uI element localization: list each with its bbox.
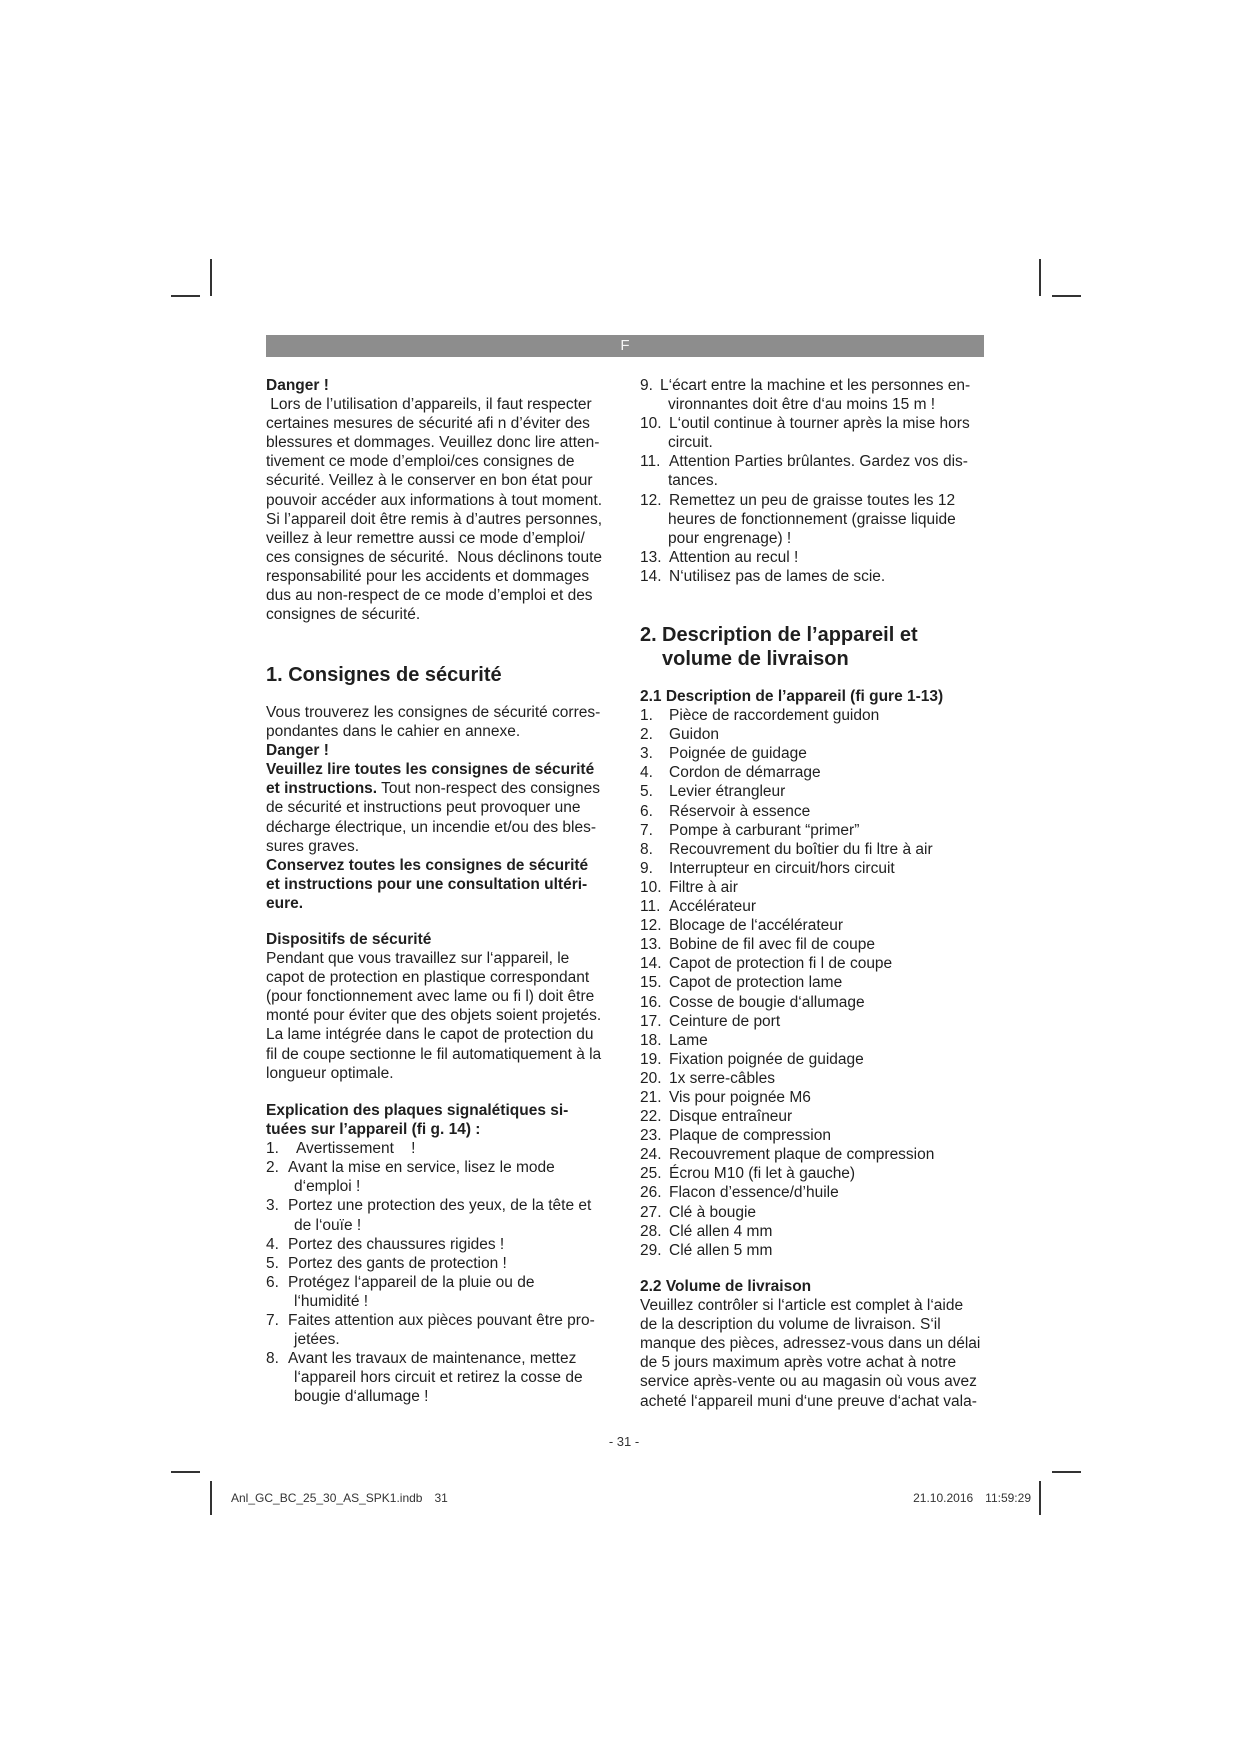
part-label: Blocage de l‘accélérateur [669,917,844,935]
part-item [640,954,990,973]
list-item [266,1349,616,1406]
part-number: 20. [640,1069,662,1087]
paragraph-line: certaines mesures de sécurité afi n d’éviter des [266,415,590,433]
paragraph-line: service après-vente ou au magasin où vous avez [640,1373,977,1391]
part-label: Clé allen 4 mm [669,1222,773,1240]
crop-mark-top-left-vertical [210,259,212,296]
part-number: 24. [640,1146,662,1164]
part-item [640,1164,990,1183]
part-label: Poignée de guidage [669,745,807,763]
paragraph-line: acheté l‘appareil muni d‘une preuve d‘achat vala- [640,1392,977,1410]
part-item [640,1069,990,1088]
safety-devices-block [266,930,616,1083]
crop-mark-top-right-horizontal [1052,295,1081,297]
part-number: 16. [640,993,662,1011]
item-text: l‘appareil hors circuit et retirez la cosse de [294,1369,583,1387]
part-label: Lame [669,1031,708,1049]
delivery-title: 2.2 Volume de livraison [640,1278,812,1295]
file-name: Anl_GC_BC_25_30_AS_SPK1.indb [231,1491,423,1505]
part-item [640,1050,990,1069]
part-number: 4. [640,764,653,782]
part-item [640,973,990,992]
list-item [266,1273,616,1311]
part-item [640,859,990,878]
part-label: Cosse de bougie d‘allumage [669,993,865,1011]
part-item [640,840,990,859]
item-number: 6. [266,1273,279,1291]
part-item [640,1203,990,1222]
item-text: pour engrenage) ! [668,529,792,547]
section-2-heading-line: Description de l’appareil et [662,624,918,646]
part-label: 1x serre-câbles [669,1069,775,1087]
keep-instructions-line: et instructions pour une consultation ultéri- [266,875,588,893]
part-item [640,725,990,744]
paragraph-line: Lors de l’utilisation d’appareils, il faut respecter [266,396,592,414]
item-number: 12. [640,491,662,509]
paragraph-line: sécurité. Veillez à le conserver en bon état pour [266,472,593,490]
part-item [640,782,990,801]
paragraph-line: monté pour éviter que des objets soient projetés. [266,1007,602,1025]
section-2-number: 2. [640,624,657,646]
item-number: 11. [640,453,661,471]
part-item [640,763,990,782]
list-item [266,1139,616,1158]
paragraph-line: décharge électrique, un incendie et/ou des bles- [266,818,597,836]
danger-title: Danger ! [266,742,329,760]
part-number: 9. [640,859,653,877]
paragraph-line: sures graves. [266,837,360,855]
print-timestamp [913,1491,1031,1505]
paragraph-line: Veuillez contrôler si l‘article est complet à l‘aide [640,1297,964,1315]
part-label: Capot de protection fi l de coupe [669,955,893,973]
item-text: Avant les travaux de maintenance, mettez [288,1350,577,1368]
item-number: 14. [640,567,662,585]
item-text: d‘emploi ! [294,1178,361,1196]
list-item [266,1235,616,1254]
part-item [640,897,990,916]
paragraph-line: Pendant que vous travaillez sur l‘appareil, le [266,950,570,968]
list-item [266,1254,616,1273]
paragraph-line: La lame intégrée dans le capot de protection du [266,1026,594,1044]
item-text: L‘outil continue à tourner après la mise hors [669,415,970,433]
item-number: 13. [640,548,662,566]
part-label: Flacon d’essence/d’huile [669,1184,839,1202]
part-number: 11. [640,898,661,916]
part-label: Capot de protection lame [669,974,843,992]
item-number: 7. [266,1312,279,1330]
part-label: Clé à bougie [669,1203,757,1221]
rating-plate-list-continued [640,376,990,586]
part-number: 29. [640,1241,662,1259]
item-text: Faites attention aux pièces pouvant être pro- [288,1312,595,1330]
list-item [266,1158,616,1196]
part-number: 17. [640,1012,662,1030]
rating-plate-title: tuées sur l’appareil (fi g. 14) : [266,1121,481,1139]
device-description-block [640,687,990,1260]
item-number: 8. [266,1350,279,1368]
warning-bold-text: et instructions. [266,780,378,798]
item-text: Avertissement ! [296,1140,416,1158]
item-text: Avant la mise en service, lisez le mode [288,1159,555,1177]
item-text: l‘humidité ! [294,1292,369,1310]
section-1-heading: 1. Consignes de sécurité [266,664,502,686]
item-text: N‘utilisez pas de lames de scie. [669,567,886,585]
part-label: Guidon [669,726,719,744]
paragraph-line: tivement ce mode d’emploi/ces consignes de [266,453,575,471]
item-text: tances. [668,472,718,490]
item-number: 3. [266,1197,279,1215]
crop-mark-top-right-vertical [1039,259,1041,296]
part-number: 10. [640,878,662,896]
part-label: Levier étrangleur [669,783,786,801]
part-item [640,878,990,897]
part-number: 3. [640,745,653,763]
list-item [266,1196,616,1234]
part-item [640,1126,990,1145]
part-item [640,1088,990,1107]
part-number: 5. [640,783,653,801]
crop-mark-bottom-left-horizontal [171,1471,200,1473]
part-item [640,1222,990,1241]
part-number: 28. [640,1222,662,1240]
part-number: 8. [640,840,653,858]
part-item [640,916,990,935]
paragraph-line: consignes de sécurité. [266,606,421,624]
part-number: 1. [640,707,653,725]
part-label: Vis pour poignée M6 [669,1088,811,1106]
section-2-heading-line: volume de livraison [662,648,849,670]
part-number: 21. [640,1088,662,1106]
part-number: 26. [640,1184,662,1202]
item-text: heures de fonctionnement (graisse liquide [668,510,956,528]
paragraph-line: de la description du volume de livraison. S‘il [640,1316,941,1334]
item-number: 10. [640,415,662,433]
item-number: 1. [266,1140,279,1158]
part-number: 7. [640,821,653,839]
part-number: 15. [640,974,662,992]
item-text: jetées. [294,1331,340,1349]
part-number: 12. [640,917,662,935]
part-label: Pompe à carburant “primer” [669,821,860,839]
paragraph-line: Si l’appareil doit être remis à d’autres personnes, [266,510,603,528]
part-item [640,935,990,954]
device-description-title: 2.1 Description de l’appareil (fi gure 1-13) [640,688,944,705]
part-item [640,1241,990,1260]
language-code: F [620,337,630,354]
part-number: 14. [640,955,662,973]
rating-plate-title: Explication des plaques signalétiques si- [266,1102,569,1119]
part-number: 27. [640,1203,662,1221]
part-label: Recouvrement plaque de compression [669,1146,935,1164]
list-item [640,376,990,414]
print-time: 11:59:29 [985,1491,1031,1505]
crop-mark-bottom-right-horizontal [1052,1471,1081,1473]
warning-regular-text: Tout non-respect des consignes [377,780,600,798]
item-text: vironnantes doit être d‘au moins 15 m ! [668,396,936,414]
list-item [640,452,990,490]
part-item [640,1145,990,1164]
part-label: Disque entraîneur [669,1108,793,1126]
language-header-bar [266,335,984,357]
item-text: circuit. [668,434,713,452]
list-item [640,414,990,452]
part-item [640,706,990,725]
item-text: Portez des gants de protection ! [288,1254,507,1272]
item-text: Portez une protection des yeux, de la tête et [288,1197,592,1215]
part-label: Pièce de raccordement guidon [669,707,880,725]
paragraph-line: pondantes dans le cahier en annexe. [266,723,521,741]
part-label: Accélérateur [669,898,757,916]
section-2-heading [640,623,990,671]
item-text: de l‘ouïe ! [294,1216,362,1234]
safety-devices-title: Dispositifs de sécurité [266,931,432,948]
part-number: 13. [640,936,662,954]
paragraph-line: dus au non-respect de ce mode d’emploi et des [266,587,593,605]
item-text: Attention au recul ! [669,548,799,566]
part-number: 23. [640,1127,662,1145]
paragraph-line: Vous trouverez les consignes de sécurité corres- [266,704,601,721]
part-item [640,1107,990,1126]
delivery-block [640,1277,990,1411]
part-item [640,802,990,821]
paragraph-line: de sécurité et instructions peut provoquer une [266,799,581,817]
part-label: Écrou M10 (fi let à gauche) [669,1165,856,1183]
rating-plate-block [266,1101,616,1407]
part-label: Plaque de compression [669,1127,831,1145]
part-item [640,993,990,1012]
part-item [640,1012,990,1031]
print-file-info [231,1491,448,1505]
list-item [640,491,990,548]
part-item [640,1183,990,1202]
item-number: 2. [266,1159,279,1177]
item-text: Attention Parties brûlantes. Gardez vos dis- [669,453,968,471]
paragraph-line: blessures et dommages. Veuillez donc lire atten- [266,434,600,452]
paragraph-line: de 5 jours maximum après votre achat à notre [640,1354,957,1372]
section-1-body [266,703,616,913]
warning-bold-line: Veuillez lire toutes les consignes de sécurité [266,761,595,779]
part-number: 25. [640,1165,662,1183]
part-number: 22. [640,1108,662,1126]
paragraph-line: manque des pièces, adressez-vous dans un délai [640,1335,981,1353]
print-date: 21.10.2016 [913,1491,974,1505]
list-item [640,548,990,567]
part-number: 2. [640,726,653,744]
item-text: bougie d‘allumage ! [294,1388,429,1406]
part-number: 18. [640,1031,662,1049]
item-number: 9. [640,377,653,394]
paragraph-line: veillez à leur remettre aussi ce mode d’emploi/ [266,529,585,547]
file-page-number: 31 [434,1491,448,1505]
list-item [266,1311,616,1349]
paragraph-line: pouvoir accéder aux informations à tout moment. [266,491,603,509]
part-item [640,744,990,763]
intro-danger-block [266,376,616,624]
part-number: 19. [640,1050,662,1068]
part-label: Ceinture de port [669,1012,781,1030]
item-text: L‘écart entre la machine et les personnes en- [660,377,971,394]
warning-mixed-line [266,779,616,798]
paragraph-line: responsabilité pour les accidents et dommages [266,567,590,585]
item-text: Portez des chaussures rigides ! [288,1235,505,1253]
part-item [640,1031,990,1050]
part-label: Fixation poignée de guidage [669,1050,864,1068]
paragraph-line: longueur optimale. [266,1064,394,1082]
paragraph-line: fil de coupe sectionne le fil automatiquement à la [266,1045,602,1063]
part-label: Filtre à air [669,878,738,896]
crop-mark-bottom-right-vertical [1039,1481,1041,1515]
item-text: Remettez un peu de graisse toutes les 12 [669,491,956,509]
keep-instructions-line: eure. [266,894,304,912]
list-item [640,567,990,586]
part-label: Cordon de démarrage [669,764,821,782]
page-number: - 31 - [608,1434,640,1449]
danger-title: Danger ! [266,377,329,394]
crop-mark-top-left-horizontal [171,295,200,297]
part-label: Interrupteur en circuit/hors circuit [669,859,895,877]
part-label: Recouvrement du boîtier du fi ltre à air [669,840,933,858]
part-label: Bobine de fil avec fil de coupe [669,936,875,954]
crop-mark-bottom-left-vertical [210,1481,212,1515]
paragraph-line: (pour fonctionnement avec lame ou fi l) doit être [266,988,595,1006]
keep-instructions-line: Conservez toutes les consignes de sécurité [266,856,589,874]
paragraph-line: capot de protection en plastique correspondant [266,969,590,987]
item-number: 4. [266,1235,279,1253]
part-label: Clé allen 5 mm [669,1241,773,1259]
part-label: Réservoir à essence [669,802,811,820]
item-text: Protégez l‘appareil de la pluie ou de [288,1273,535,1291]
part-item [640,821,990,840]
paragraph-line: ces consignes de sécurité. Nous déclinons toute [266,548,603,566]
item-number: 5. [266,1254,279,1272]
part-number: 6. [640,802,653,820]
